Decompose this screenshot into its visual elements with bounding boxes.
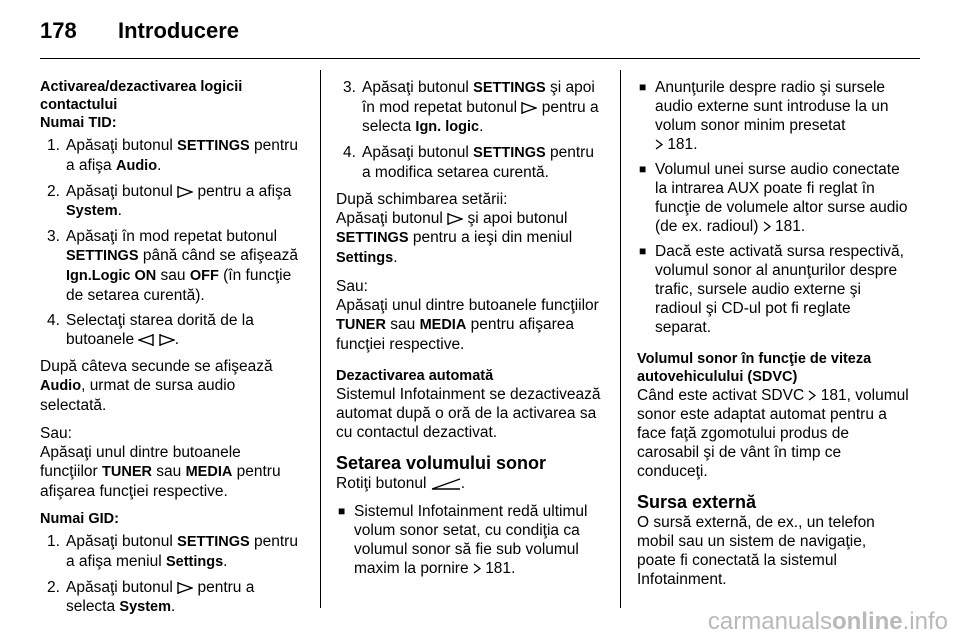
arrow-right-icon xyxy=(177,582,193,594)
arrow-right-icon xyxy=(177,186,193,198)
bullet-list xyxy=(637,78,909,337)
page-number: 178 xyxy=(40,18,77,43)
list-item: 4. Selectaţi starea dorită de la butoanele . xyxy=(47,312,254,348)
section-heading: Activarea/dezactivarea logicii contactului xyxy=(40,79,243,113)
section-heading: Volumul sonor în funcţie de viteza autovehiculului (SDVC) xyxy=(637,351,872,385)
page-title: Introducere xyxy=(118,18,240,43)
list-item: ■ Volumul unei surse audio conectate la intrarea AUX poate fi reglat în funcţie de volumele altor surse audio (de ex. radioul) 181. xyxy=(639,161,908,235)
list-item: ■ Anunţurile despre radio şi sursele audio externe sunt introduse la un volum sonor minim presetat 181. xyxy=(639,79,889,153)
bullet-icon: ■ xyxy=(639,244,647,258)
paragraph: Sistemul Infotainment se dezactivează automat după o oră de la activarea sa cu contactul dezactivat. xyxy=(336,386,601,441)
paragraph: Apăsaţi butonul şi apoi butonul SETTINGS pentru a ieşi din meniul Settings. xyxy=(336,210,573,266)
arrow-left-icon xyxy=(138,334,154,346)
column-divider xyxy=(320,70,321,608)
list-item: 1. Apăsaţi butonul SETTINGS pentru a afişa Audio. xyxy=(47,137,298,174)
page-ref-icon xyxy=(473,563,481,574)
gid-label: Numai GID: xyxy=(40,511,119,527)
list-item: ■ Dacă este activată sursa respectivă, volumul sonor al anunţurilor despre trafic, sursele audio externe şi radioul şi CD-ul pot fi reglate separat. xyxy=(639,243,904,336)
arrow-right-icon xyxy=(521,102,537,114)
page-ref-icon xyxy=(808,390,816,401)
page-ref-icon xyxy=(763,221,771,232)
steps-continued xyxy=(336,78,606,182)
section-heading: Setarea volumului sonor xyxy=(336,453,547,473)
column-divider xyxy=(620,70,621,608)
paragraph: Când este activat SDVC 181, volumul sonor este adaptat automat pentru a face faţă zgomotului produs de carosabil şi de vânt în timp ce conduceţi. xyxy=(637,387,909,480)
column-2 xyxy=(336,78,606,586)
paragraph: O sursă externă, de ex., un telefon mobil sau un sistem de navigaţie, poate fi conectată la sistemul Infotainment. xyxy=(637,514,875,588)
section-heading: Sursa externă xyxy=(637,492,757,512)
watermark: carmanualsonline.info xyxy=(707,608,948,635)
paragraph: După câteva secunde se afişează Audio, urmat de sursa audio selectată. xyxy=(40,358,273,414)
bullet-list xyxy=(336,502,606,578)
paragraph: Apăsaţi unul dintre butoanele funcţiilor TUNER sau MEDIA pentru afişarea funcţiei respective. xyxy=(336,297,599,353)
list-item: 4. Apăsaţi butonul SETTINGS pentru a modifica setarea curentă. xyxy=(343,144,594,181)
list-item: ■ Sistemul Infotainment redă ultimul volum sonor setat, cu condiţia ca volumul sonor să fie sub volumul maxim la pornire 181. xyxy=(338,503,588,577)
list-item: 1. Apăsaţi butonul SETTINGS pentru a afişa meniul Settings. xyxy=(47,533,298,570)
volume-knob-icon xyxy=(431,478,461,490)
arrow-right-icon xyxy=(159,334,175,346)
gid-steps xyxy=(40,532,302,617)
paragraph: Sau: xyxy=(336,278,368,295)
column-1 xyxy=(40,78,302,625)
page-header xyxy=(40,18,239,48)
section-heading: Dezactivarea automată xyxy=(336,368,494,384)
bullet-icon: ■ xyxy=(639,162,647,176)
paragraph: După schimbarea setării: xyxy=(336,191,508,208)
list-item: 2. Apăsaţi butonul pentru a afişa System. xyxy=(47,183,292,219)
tid-steps xyxy=(40,136,302,349)
bullet-icon: ■ xyxy=(639,80,647,94)
bullet-icon: ■ xyxy=(338,504,346,518)
header-rule xyxy=(40,58,920,59)
list-item: 2. Apăsaţi butonul pentru a selecta System. xyxy=(47,579,255,615)
paragraph: Sau: xyxy=(40,425,72,442)
list-item: 3. Apăsaţi în mod repetat butonul SETTINGS până când se afişează Ign.Logic ON sau OFF (în funcţie de setarea curentă). xyxy=(47,228,298,304)
tid-label: Numai TID: xyxy=(40,115,117,131)
list-item: 3. Apăsaţi butonul SETTINGS şi apoi în mod repetat butonul pentru a selecta Ign. logic. xyxy=(343,79,599,135)
arrow-right-icon xyxy=(447,213,463,225)
paragraph: Rotiţi butonul . xyxy=(336,475,466,492)
column-3 xyxy=(637,78,909,598)
paragraph: Apăsaţi unul dintre butoanele funcţiilor TUNER sau MEDIA pentru afişarea funcţiei respective. xyxy=(40,444,281,500)
page-ref-icon xyxy=(655,139,663,150)
